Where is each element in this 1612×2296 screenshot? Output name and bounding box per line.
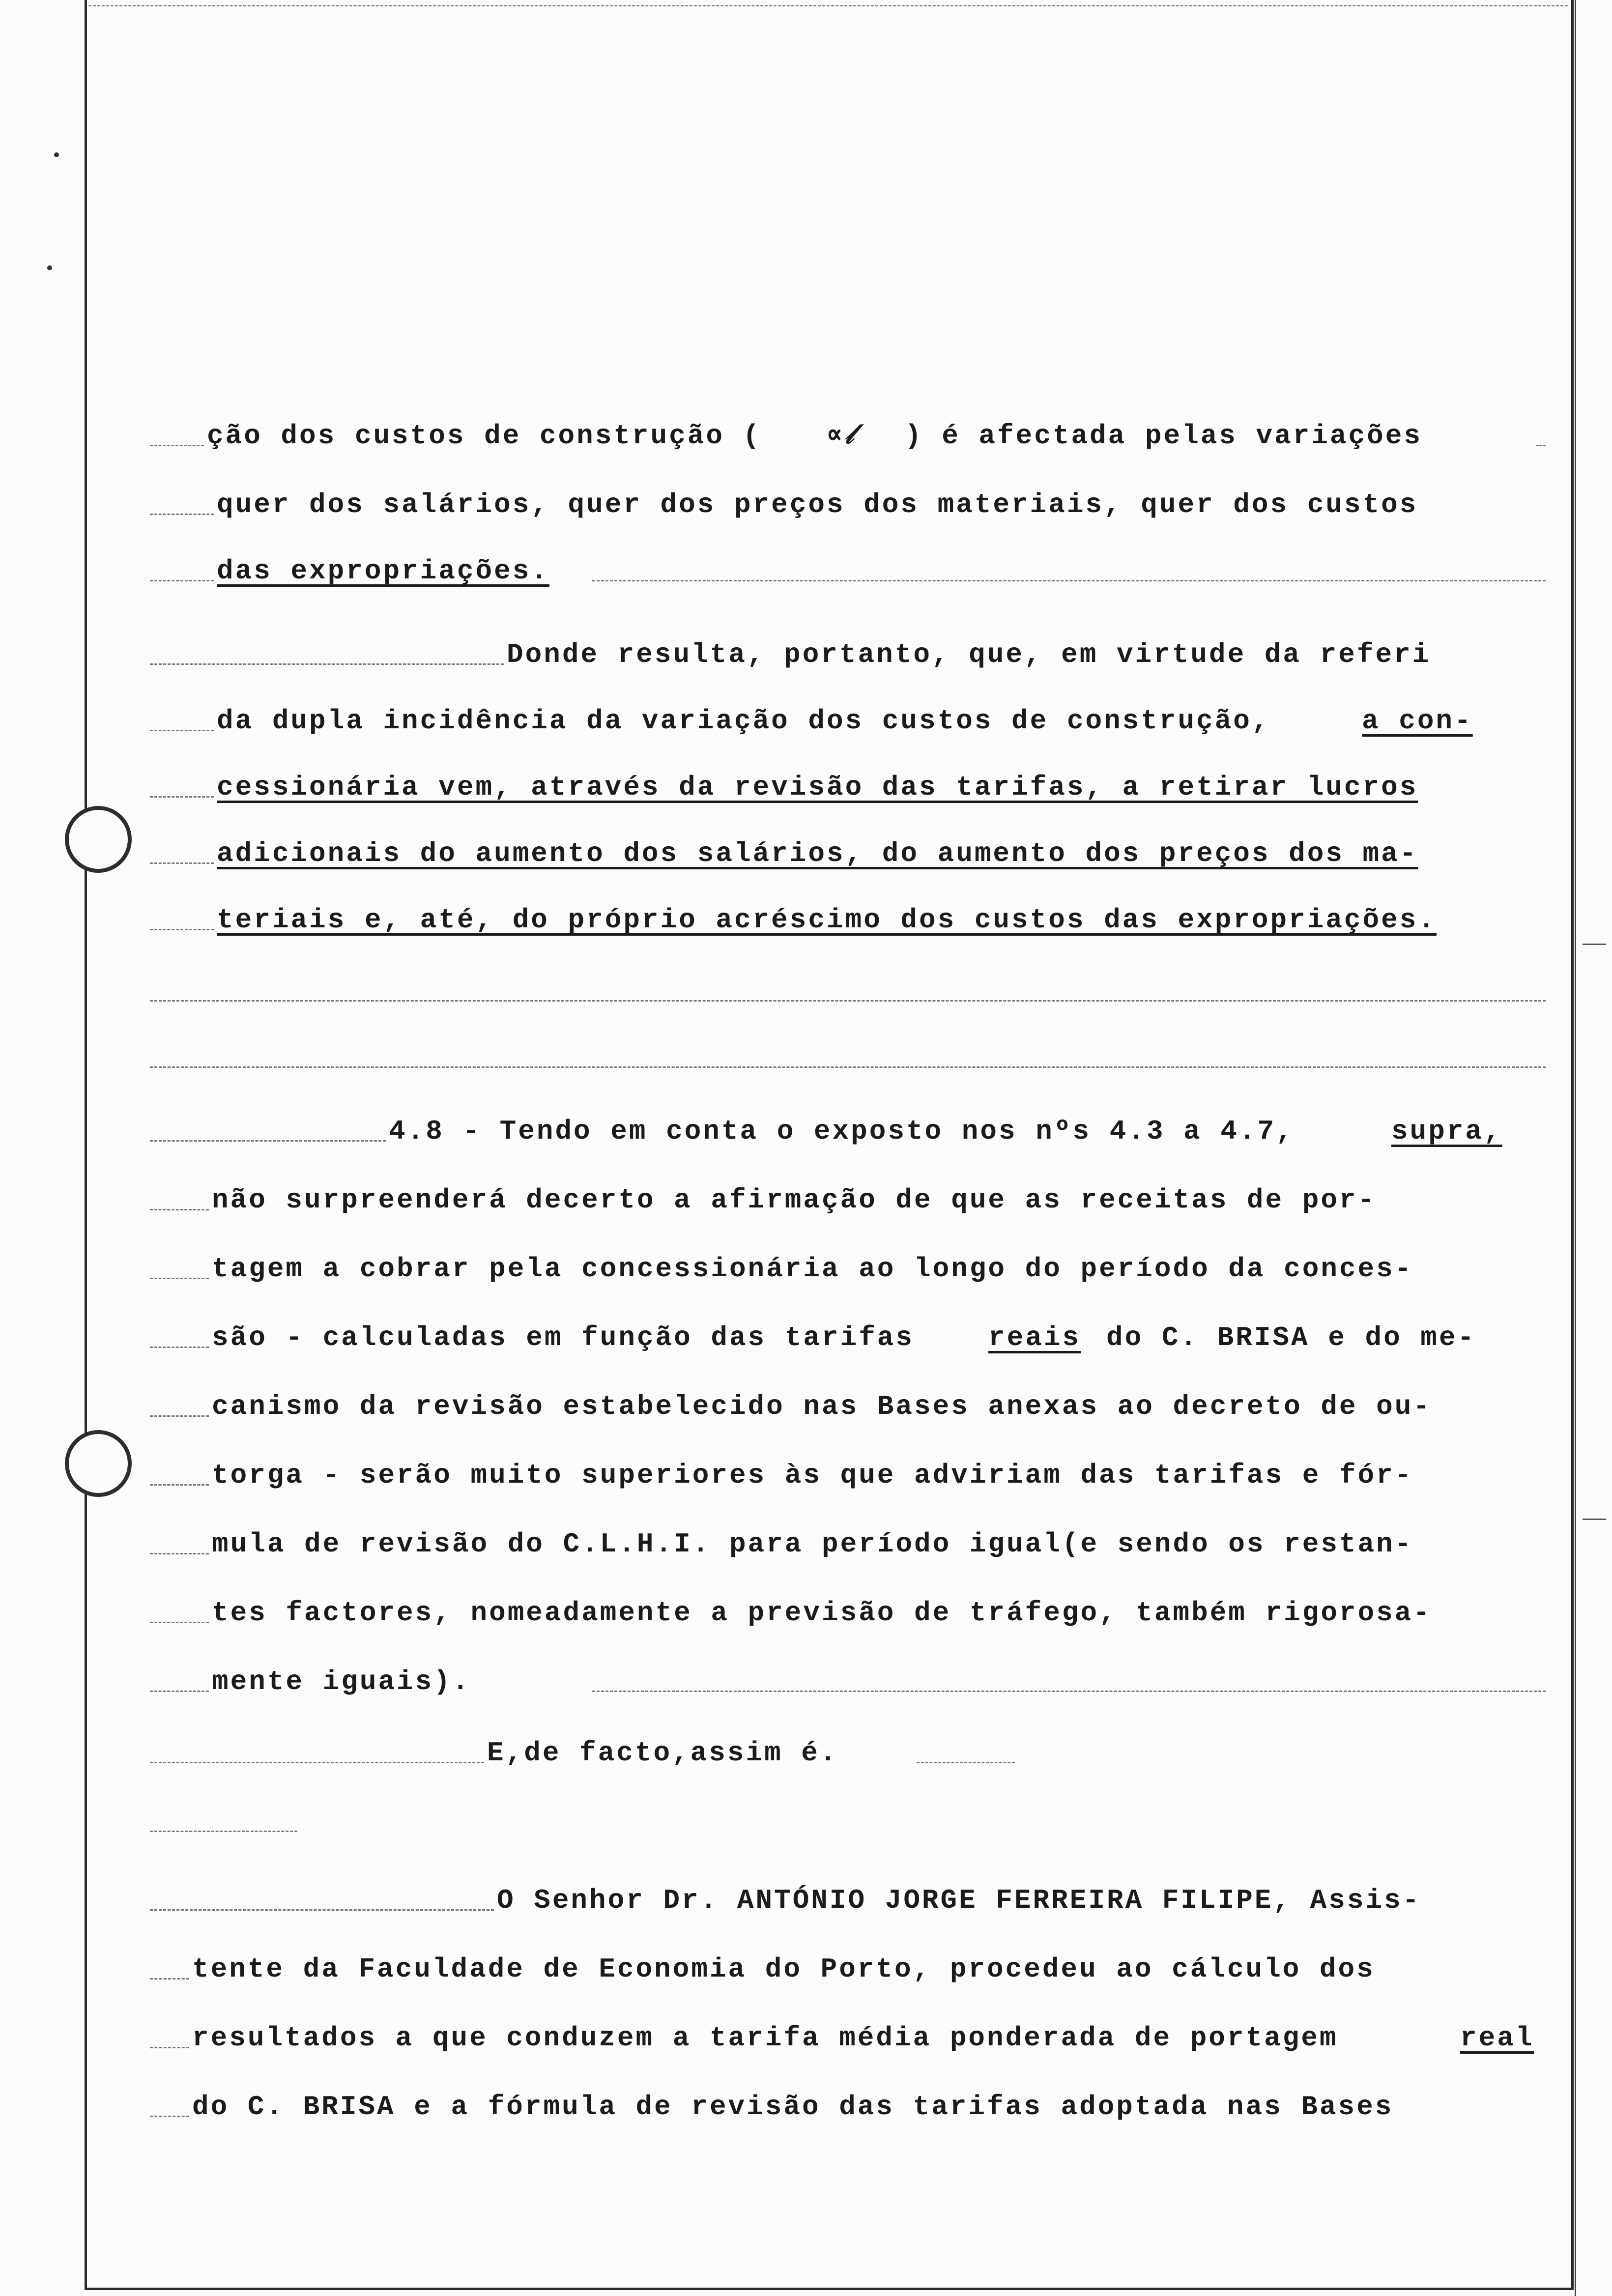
text-line bbox=[150, 1179, 1546, 1229]
punch-hole-upper bbox=[65, 806, 132, 873]
text-line bbox=[150, 1317, 1546, 1366]
text-line bbox=[150, 2017, 1546, 2066]
text-line bbox=[150, 1949, 1546, 1998]
text-line bbox=[150, 700, 1546, 749]
blank-dashed-line bbox=[150, 1801, 1546, 1850]
text-line bbox=[150, 634, 1546, 683]
margin-speck bbox=[54, 152, 59, 157]
line-text: do C. BRISA e a fórmula de revisão das tarifas adoptada nas Bases bbox=[189, 2086, 1396, 2127]
text-line bbox=[150, 1592, 1546, 1641]
line-text: torga - serão muito superiores às que adviriam das tarifas e fór- bbox=[209, 1455, 1416, 1496]
text-line bbox=[150, 1523, 1546, 1573]
text-line bbox=[150, 833, 1546, 882]
line-text: tes factores, nomeadamente a previsão de tráfego, também rigorosa- bbox=[209, 1592, 1435, 1634]
line-text: mente iguais). bbox=[209, 1661, 473, 1702]
line-text-underlined: teriais e, até, do próprio acréscimo dos custos das expropriações. bbox=[214, 899, 1439, 941]
line-text: O Senhor Dr. ANTÓNIO JORGE FERREIRA FILIPE, Assis- bbox=[494, 1880, 1424, 1921]
line-text-underlined: reais bbox=[985, 1317, 1084, 1358]
text-line bbox=[150, 484, 1546, 533]
text-line bbox=[150, 1732, 1546, 1781]
line-text: são - calculadas em função das tarifas bbox=[209, 1317, 917, 1358]
text-line bbox=[150, 1455, 1546, 1504]
edge-tick bbox=[1583, 944, 1606, 945]
text-line bbox=[150, 1248, 1546, 1297]
line-text-underlined: adicionais do aumento dos salários, do aumento dos preços dos ma- bbox=[214, 833, 1421, 874]
line-text-underlined: a con- bbox=[1359, 700, 1476, 742]
text-line bbox=[150, 1661, 1546, 1710]
punch-hole-lower bbox=[65, 1430, 132, 1497]
margin-speck bbox=[47, 265, 52, 270]
edge-tick bbox=[1583, 1519, 1606, 1520]
line-text: da dupla incidência da variação dos custos de construção, bbox=[214, 700, 1273, 742]
line-text-underlined: ção dos custos de construção ( bbox=[204, 415, 764, 457]
text-line bbox=[150, 1880, 1546, 1929]
line-text-underlined: real bbox=[1457, 2017, 1537, 2059]
text-line bbox=[150, 2086, 1546, 2135]
line-text: 4.8 - Tendo em conta o exposto nos nºs 4.3 a 4.7, bbox=[386, 1111, 1297, 1152]
line-text: Donde resulta, portanto, que, em virtude da referi bbox=[504, 634, 1434, 675]
handwritten-alpha-symbol: ∝𝓁 bbox=[823, 415, 859, 457]
text-line bbox=[150, 550, 1546, 600]
line-text: do C. BRISA e do me- bbox=[1103, 1317, 1479, 1358]
line-text-underlined: supra, bbox=[1388, 1111, 1505, 1152]
line-text: resultados a que conduzem a tarifa média ponderada de portagem bbox=[189, 2017, 1341, 2059]
line-text: quer dos salários, quer dos preços dos materiais, quer dos custos bbox=[214, 484, 1421, 525]
text-line bbox=[150, 899, 1546, 948]
right-page-edge bbox=[1575, 0, 1576, 2296]
text-line bbox=[150, 1386, 1546, 1435]
line-text: tente da Faculdade de Economia do Porto, procedeu ao cálculo dos bbox=[189, 1949, 1378, 1990]
line-text: canismo da revisão estabelecido nas Bases anexas ao decreto de ou- bbox=[209, 1386, 1435, 1427]
text-line bbox=[150, 1111, 1546, 1160]
text-line bbox=[150, 767, 1546, 816]
line-text: ) é afectada pelas variações bbox=[902, 415, 1425, 457]
top-border-rule bbox=[88, 0, 1568, 6]
text-line bbox=[150, 415, 1546, 464]
blank-dashed-line bbox=[150, 971, 1546, 1020]
blank-dashed-line bbox=[150, 1037, 1546, 1086]
line-text-underlined: das expropriações. bbox=[214, 550, 552, 592]
line-text: não surpreenderá decerto a afirmação de que as receitas de por- bbox=[209, 1179, 1379, 1221]
line-text: tagem a cobrar pela concessionária ao longo do período da conces- bbox=[209, 1248, 1416, 1290]
line-text-underlined: cessionária vem, através da revisão das tarifas, a retirar lucros bbox=[214, 767, 1421, 808]
line-text: E,de facto,assim é. bbox=[484, 1732, 841, 1774]
line-text: mula de revisão do C.L.H.I. para período igual(e sendo os restan- bbox=[209, 1523, 1416, 1565]
